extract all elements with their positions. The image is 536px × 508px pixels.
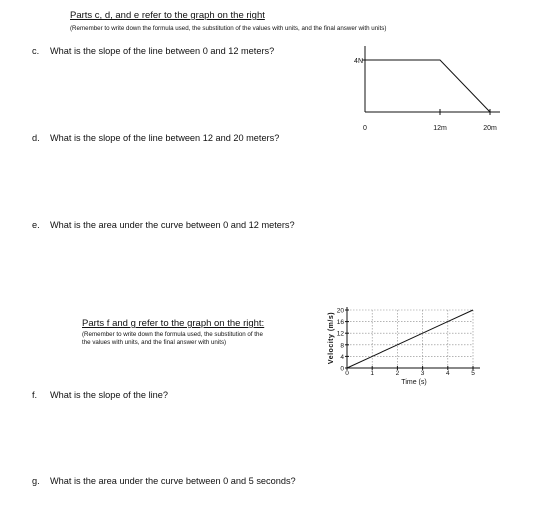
chart2-x-tick-label: 5: [471, 370, 475, 377]
question-f: [32, 390, 168, 400]
chart2-y-tick-label: 12: [336, 330, 344, 338]
question-d-letter: d.: [32, 133, 40, 143]
question-g-letter: g.: [32, 476, 40, 486]
question-c-text: What is the slope of the line between 0 and 12 meters?: [50, 46, 275, 56]
question-g-text: What is the area under the curve between 0 and 5 seconds?: [50, 476, 296, 486]
velocity-time-graph: [325, 300, 485, 395]
chart1-y-tick-label: 4N: [354, 58, 363, 65]
question-e: [32, 220, 295, 230]
chart2-series-line: [347, 310, 473, 368]
chart2-y-tick-label: 16: [336, 319, 344, 327]
question-f-letter: f.: [32, 390, 38, 400]
chart1-x-tick-label: 0: [363, 125, 367, 132]
question-c-letter: c.: [32, 46, 40, 56]
part2-heading: Parts f and g refer to the graph on the right:: [82, 318, 265, 329]
chart2-x-tick-label: 3: [420, 370, 425, 377]
chart1-x-tick-label: 20m: [483, 125, 497, 132]
part2-note-line-1: (Remember to write down the formula used, the substitution of the: [82, 331, 263, 338]
chart2-y-tick-label: 4: [340, 353, 344, 361]
chart2-x-axis-label: Time (s): [401, 379, 427, 386]
chart2-y-tick-label: 0: [340, 365, 344, 373]
question-d-text: What is the slope of the line between 12 and 20 meters?: [50, 133, 280, 143]
chart2-x-tick-label: 2: [395, 370, 400, 377]
question-d: [32, 133, 279, 143]
chart1-x-tick-label: 12m: [433, 125, 447, 132]
chart1-series-line: [365, 60, 490, 112]
question-g: [32, 476, 296, 486]
chart2-y-tick-label: 20: [336, 307, 344, 315]
chart2-y-axis-label: Velocity (m/s): [328, 311, 335, 365]
part1-note: (Remember to write down the formula used, the substitution of the values with units, and the final answer with units): [70, 25, 387, 32]
chart2-x-tick-label: 4: [445, 370, 450, 377]
question-e-letter: e.: [32, 220, 40, 230]
chart2-x-tick-label: 0: [345, 370, 349, 377]
chart2-y-tick-label: 8: [340, 342, 344, 350]
force-distance-graph: [350, 40, 500, 140]
part1-heading: Parts c, d, and e refer to the graph on the right: [70, 10, 265, 21]
question-f-text: What is the slope of the line?: [50, 390, 168, 400]
part2-note-line-2: the values with units, and the final answer with units): [82, 339, 227, 346]
question-e-text: What is the area under the curve between 0 and 12 meters?: [50, 220, 295, 230]
question-c: [32, 46, 274, 56]
chart2-x-tick-label: 1: [370, 370, 375, 377]
